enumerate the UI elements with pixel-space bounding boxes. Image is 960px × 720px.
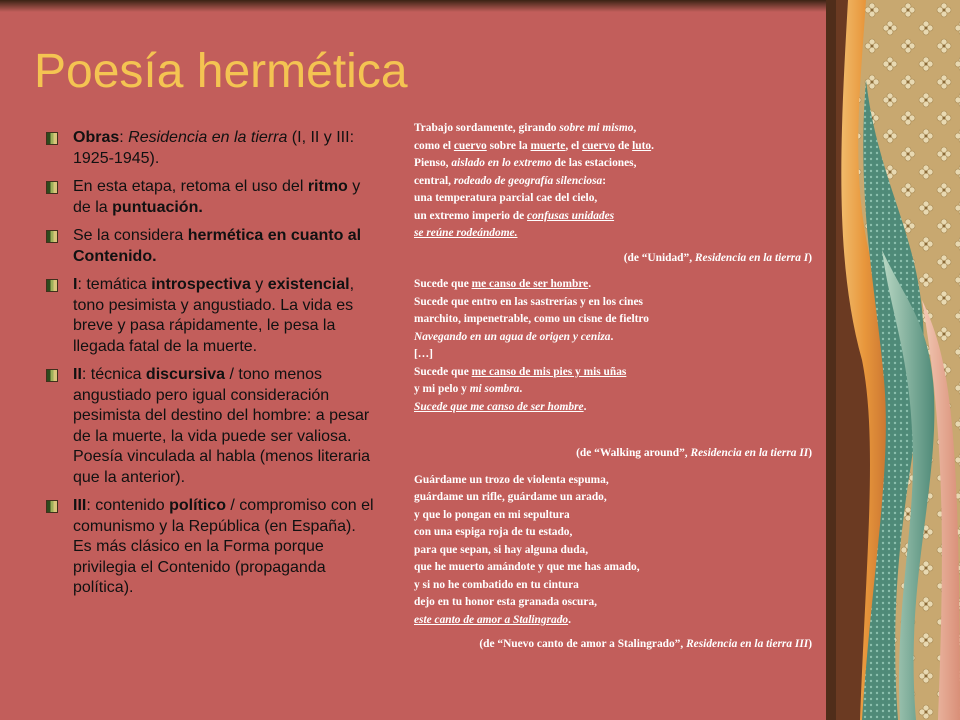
poem-line — [414, 311, 812, 329]
poem-line — [414, 276, 812, 294]
bullet-icon — [46, 279, 58, 292]
text-run: luto — [632, 139, 652, 152]
text-run: . — [519, 383, 523, 395]
text-run: . — [583, 400, 587, 413]
poem-excerpts — [414, 120, 812, 663]
poem-line — [414, 346, 812, 364]
text-run: puntuación. — [112, 198, 203, 216]
text-run: Residencia en la tierra II — [690, 447, 809, 459]
text-run: de las estaciones, — [551, 157, 637, 169]
bullet-list — [46, 128, 378, 607]
text-run: hermética en cuanto al Contenido. — [73, 227, 362, 265]
bullet-item — [46, 275, 378, 357]
text-run: cuervo — [582, 139, 616, 152]
text-run: existencial — [267, 276, 350, 293]
poem-line — [414, 155, 812, 173]
poem-stanza — [414, 276, 812, 463]
text-run: me canso de mis pies y mis uñas — [471, 365, 627, 378]
text-run: Residencia en la tierra III — [686, 638, 809, 650]
poem-line — [414, 542, 812, 560]
poem-line — [414, 507, 812, 525]
text-run: , el — [565, 139, 583, 152]
poem-line — [414, 489, 812, 507]
text-run: para que sepan, si hay alguna duda, — [414, 543, 589, 556]
poem-line — [414, 364, 812, 382]
text-run: se reúne rodeándome. — [414, 227, 518, 239]
text-run: . — [568, 613, 571, 626]
poem-citation — [414, 250, 812, 268]
text-run: aislado en lo extremo — [451, 157, 552, 169]
bullet-item — [46, 496, 378, 599]
text-run: III — [73, 497, 87, 514]
text-run: . — [588, 278, 592, 290]
text-run: ritmo — [307, 178, 348, 195]
text-run: : técnica — [81, 366, 146, 383]
text-run: político — [169, 497, 226, 514]
text-run: […] — [414, 348, 433, 360]
text-run: y si no he combatido en tu cintura — [414, 578, 579, 591]
poem-citation — [414, 636, 812, 654]
text-run: II — [73, 366, 82, 383]
text-run: : contenido — [86, 497, 170, 514]
text-run: Obras — [73, 129, 120, 146]
poem-line — [414, 577, 812, 595]
text-run: Residencia en la tierra I — [694, 251, 809, 264]
text-run: : temática — [77, 276, 152, 293]
bullet-item — [46, 365, 378, 488]
poem-stanza — [414, 472, 812, 654]
text-run: . — [610, 330, 614, 343]
text-run: I — [73, 276, 78, 293]
text-run: , tono pesimista y angustiado. La vida es breve y pasa rápidamente, le pesa la llegada fatal de la muerte. — [73, 276, 355, 355]
text-run: / compromiso con el comunismo y la República (en España). Es más clásico en la Forma porque privilegia el Contenido (propaganda política). — [73, 497, 374, 596]
text-run: Pienso, — [414, 157, 452, 169]
poem-line — [414, 612, 812, 630]
text-run: Navegando en un agua de origen y ceniza — [414, 330, 611, 343]
poem-citation — [414, 445, 812, 463]
poem-line — [414, 399, 812, 417]
text-run: (I, II y III: 1925-1945). — [73, 129, 355, 167]
text-run: ) — [808, 638, 812, 650]
poem-line — [414, 524, 812, 542]
poem-line — [414, 173, 812, 191]
text-run: con una espiga roja de tu estado, — [414, 526, 573, 538]
bullet-item — [46, 226, 378, 267]
text-run: central, — [414, 174, 454, 187]
text-run: introspectiva — [151, 276, 251, 293]
text-run: y mi pelo y — [414, 383, 470, 395]
text-run: discursiva — [145, 366, 226, 383]
bullet-icon — [46, 181, 58, 194]
text-run: (de “Walking around”, — [576, 447, 691, 459]
text-run: En esta etapa, retoma el uso del — [73, 178, 308, 195]
top-band — [0, 0, 848, 12]
text-run: y de la — [73, 178, 361, 216]
text-run: que he muerto amándote y que me has amado, — [414, 561, 640, 573]
text-run: : — [602, 174, 607, 187]
poem-line — [414, 120, 812, 138]
poem-line — [414, 381, 812, 399]
decorative-fabric-panel — [826, 0, 960, 720]
text-run: rodeado de geografía silenciosa — [453, 174, 603, 187]
text-run: y que lo pongan en mi sepultura — [414, 508, 570, 521]
text-run: marchito, impenetrable, como un cisne de fieltro — [414, 313, 649, 325]
text-run: Sucede que — [414, 365, 472, 378]
text-run: (de “Nuevo canto de amor a Stalingrado”, — [479, 638, 687, 650]
text-run: , — [633, 122, 637, 134]
text-run: este canto de amor a Stalingrado — [414, 613, 569, 626]
text-run: Sucede que me canso de ser hombre — [414, 400, 584, 413]
poem-stanza — [414, 120, 812, 267]
text-run: y — [250, 276, 268, 293]
text-run: : — [119, 129, 129, 146]
text-run: ) — [808, 251, 812, 264]
poem-line — [414, 138, 812, 156]
text-run: sobre mi mismo — [559, 122, 634, 134]
poem-line — [414, 208, 812, 226]
bullet-icon — [46, 132, 58, 145]
text-run: como el — [414, 139, 454, 152]
poem-line — [414, 294, 812, 312]
text-run: dejo en tu honor esta granada oscura, — [414, 596, 597, 608]
text-run: de — [615, 139, 633, 152]
text-run: Sucede que entro en las sastrerías y en los cines — [414, 295, 643, 308]
poem-line — [414, 472, 812, 490]
poem-line — [414, 594, 812, 612]
text-run: una temperatura parcial cae del cielo, — [414, 192, 598, 204]
text-run: Guárdame un trozo de violenta espuma, — [414, 473, 609, 486]
poem-line — [414, 225, 812, 243]
text-run: sobre la — [486, 139, 531, 152]
text-run: me canso de ser hombre — [471, 278, 589, 290]
text-run: muerte — [530, 139, 566, 152]
bullet-icon — [46, 230, 58, 243]
poem-line — [414, 190, 812, 208]
text-run: Sucede que — [414, 278, 472, 290]
bullet-icon — [46, 369, 58, 382]
text-run: un extremo imperio de — [414, 209, 528, 222]
text-run: . — [651, 139, 654, 152]
bullet-icon — [46, 500, 58, 513]
text-run: / tono menos angustiado pero igual consideración pesimista del destino del hombre: a pesar de la muerte, la vida puede ser valiosa. Poesía vinculada al habla (menos literaria que la anterior). — [73, 366, 371, 486]
text-run: ) — [808, 447, 812, 459]
text-run: (de “Unidad”, — [623, 251, 695, 264]
poem-line — [414, 329, 812, 347]
bullet-item — [46, 177, 378, 218]
poem-line — [414, 559, 812, 577]
text-run: Residencia en la tierra — [128, 129, 288, 146]
text-run: mi sombra — [469, 383, 520, 395]
slide-title: Poesía hermética — [34, 45, 408, 98]
text-run: guárdame un rifle, guárdame un arado, — [414, 491, 607, 503]
text-run: confusas unidades — [527, 209, 615, 222]
text-run: Trabajo sordamente, girando — [414, 122, 560, 134]
text-run: Se la considera — [73, 227, 188, 244]
text-run: cuervo — [453, 139, 487, 152]
bullet-item — [46, 128, 378, 169]
